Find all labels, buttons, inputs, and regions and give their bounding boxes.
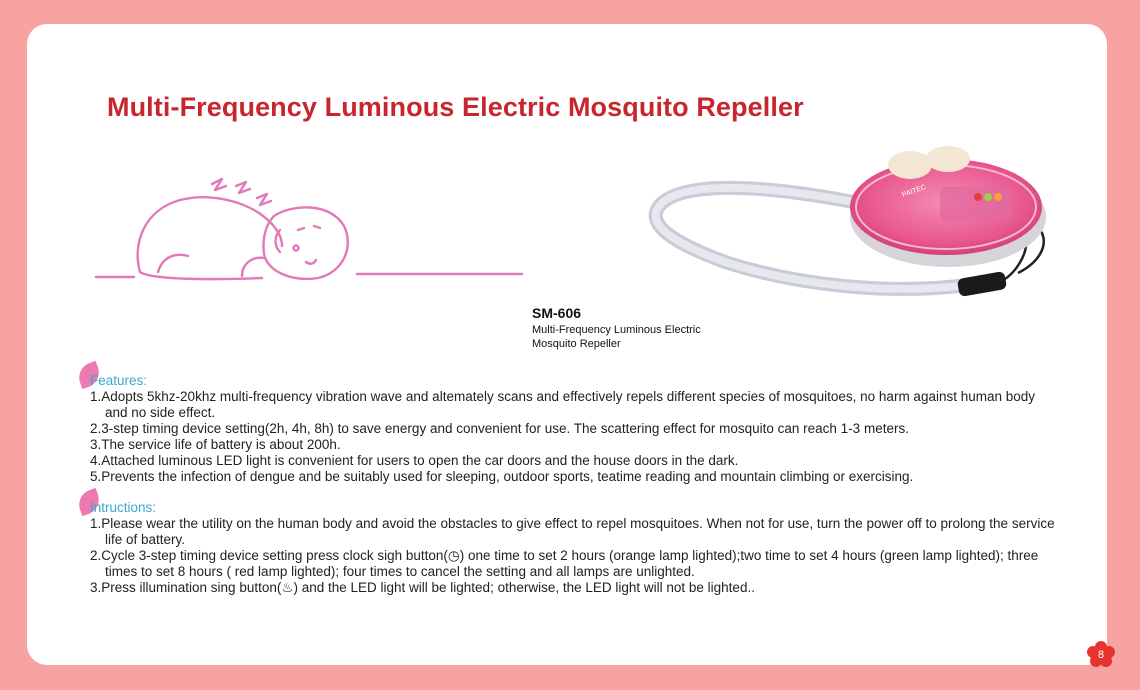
device-brand-label: PAITEC — [901, 183, 927, 199]
mosquito-repeller-device-image — [648, 135, 1063, 320]
features-section — [90, 373, 1050, 485]
list-item: 3.The service life of battery is about 200h. — [90, 437, 341, 452]
page-number-badge — [1087, 641, 1115, 669]
features-list — [90, 389, 1050, 485]
instructions-heading: Intructions: — [90, 500, 1055, 516]
product-name: Multi-Frequency Luminous Electric Mosquito Repeller — [532, 324, 701, 350]
sleeping-baby-illustration — [92, 172, 527, 287]
list-item: 2.3-step timing device setting(2h, 4h, 8h) to save energy and convenient for use. The scattering effect for mosquito can reach 1-3 meters. — [90, 421, 909, 436]
instructions-section — [90, 500, 1055, 596]
list-item: 5.Prevents the infection of dengue and be suitably used for sleeping, outdoor sports, teatime reading and mountain climbing or exercising. — [90, 469, 914, 484]
page-title: Multi-Frequency Luminous Electric Mosquito Repeller — [107, 92, 804, 122]
list-item: 3.Press illumination sing button(♨) and the LED light will be lighted; otherwise, the LED light will not be lighted.. — [90, 580, 755, 595]
instructions-list — [90, 516, 1055, 596]
list-item: 4.Attached luminous LED light is convenient for users to open the car doors and the house doors in the dark. — [90, 453, 739, 468]
list-item: 1.Adopts 5khz-20khz multi-frequency vibration wave and altemately scans and effectively repels different species of mosquitoes, no harm against human body and no side effect. — [90, 389, 1036, 420]
product-caption — [532, 305, 742, 351]
list-item: 2.Cycle 3-step timing device setting press clock sigh button(◷) one time to set 2 hours (orange lamp lighted);two time to set 4 hours (green lamp lighted); three times to set 8 hours ( red lamp lighted); four times to cancel the setting and all lamps are unlighted. — [90, 548, 1039, 579]
page-number: 8 — [1097, 649, 1105, 661]
list-item: 1.Please wear the utility on the human body and avoid the obstacles to give effect to repel mosquitoes. When not for use, turn the power off to prolong the service life of battery. — [90, 516, 1055, 547]
features-heading: Features: — [90, 373, 1050, 389]
product-model: SM-606 — [532, 305, 582, 321]
